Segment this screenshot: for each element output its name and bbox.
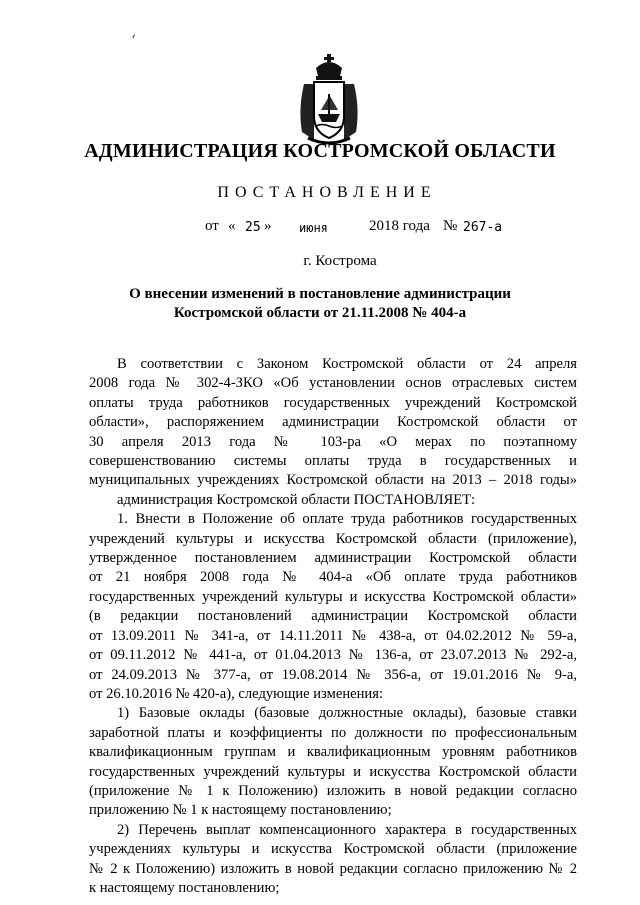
text-line: от 26.10.2016 № 420-а), следующие изменения:	[89, 685, 384, 702]
text-line: 30 апреля 2013 года № 103-ра «О мерах по поэтапному	[89, 433, 577, 450]
stray-mark	[132, 34, 137, 39]
text-line: от 09.11.2012 № 441-а, от 01.04.2013 № 136-а, от 23.07.2013 № 292-а,	[89, 647, 577, 664]
text-line: области», распоряжением администрации Костромской области от	[89, 414, 577, 431]
text-line: совершенствованию системы оплаты труда в государственных и	[89, 453, 577, 470]
document-body	[89, 355, 577, 898]
text-line: 1) Базовые оклады (базовые должностные оклады), базовые ставки	[117, 705, 577, 722]
paragraph-preamble	[89, 355, 577, 491]
text-line: оплаты труда работников государственных учреждений Костромской	[89, 394, 577, 411]
text-line: № 2 к Положению) изложить в новой редакции согласно приложению № 2	[89, 860, 577, 877]
coat-of-arms-icon	[294, 54, 364, 146]
text-line: от 21 ноября 2008 года № 404-а «Об оплате труда работников	[89, 569, 577, 586]
paragraph-resolves	[89, 491, 577, 510]
text-line: утвержденное постановлением администрации Костромской области	[89, 550, 577, 567]
text-line: муниципальных учреждениях Костромской области на 2013 – 2018 годы»	[89, 472, 577, 489]
text-line: приложению № 1 к настоящему постановлению;	[89, 802, 392, 819]
date-close-quote: »	[264, 218, 272, 234]
text-line: 2008 года № 302-4-ЗКО «Об установлении основ отраслевых систем	[89, 375, 577, 392]
paragraph-subitem-1	[89, 704, 577, 820]
text-line: к настоящему постановлению;	[89, 879, 280, 896]
text-line: учреждений культуры и искусства Костромской области (приложение),	[89, 530, 577, 547]
text-line: квалификационным группам и квалификационным уровням работников	[89, 744, 577, 761]
date-prefix: от	[205, 218, 219, 234]
document-subject	[0, 285, 640, 323]
text-line: (в редакции постановлений администрации Костромской области	[89, 608, 577, 625]
text-line: государственных учреждений культуры и искусства Костромской области»	[89, 588, 577, 605]
text-line: В соответствии с Законом Костромской области от 24 апреля	[117, 356, 577, 372]
text-line: (приложение № 1 к Положению) изложить в новой редакции согласно	[89, 782, 577, 799]
date-month: июня	[299, 221, 328, 235]
date-year: 2018 года	[369, 218, 430, 234]
text-line: администрация Костромской области ПОСТАНОВЛЯЕТ:	[117, 491, 476, 508]
text-line: 2) Перечень выплат компенсационного характера в государственных	[117, 821, 577, 838]
date-day: 25	[245, 220, 261, 235]
paragraph-item-1	[89, 510, 577, 704]
subject-line: Костромской области от 21.11.2008 № 404-а	[173, 305, 467, 321]
subject-line: О внесении изменений в постановление администрации	[129, 286, 511, 302]
date-open-quote: «	[228, 218, 236, 234]
text-line: учреждениях культуры и искусства Костромской области (приложение	[89, 841, 577, 858]
paragraph-subitem-2	[89, 821, 577, 899]
text-line: заработной платы и коэффициенты по должности по профессиональным	[89, 724, 577, 741]
organization-title: АДМИНИСТРАЦИЯ КОСТРОМСКОЙ ОБЛАСТИ	[84, 140, 556, 162]
city-name: г. Кострома	[303, 253, 377, 269]
text-line: от 24.09.2013 № 377-а, от 19.08.2014 № 356-а, от 19.01.2016 № 9-а,	[89, 666, 577, 683]
document-number: 267-а	[463, 220, 503, 235]
document-type: ПОСТАНОВЛЕНИЕ	[217, 184, 437, 201]
number-sign: №	[443, 218, 458, 234]
text-line: от 13.09.2011 № 341-а, от 14.11.2011 № 438-а, от 04.02.2012 № 59-а,	[89, 627, 577, 644]
text-line: 1. Внести в Положение об оплате труда работников государственных	[117, 511, 577, 528]
text-line: государственных учреждений культуры и искусства Костромской области	[89, 763, 577, 780]
